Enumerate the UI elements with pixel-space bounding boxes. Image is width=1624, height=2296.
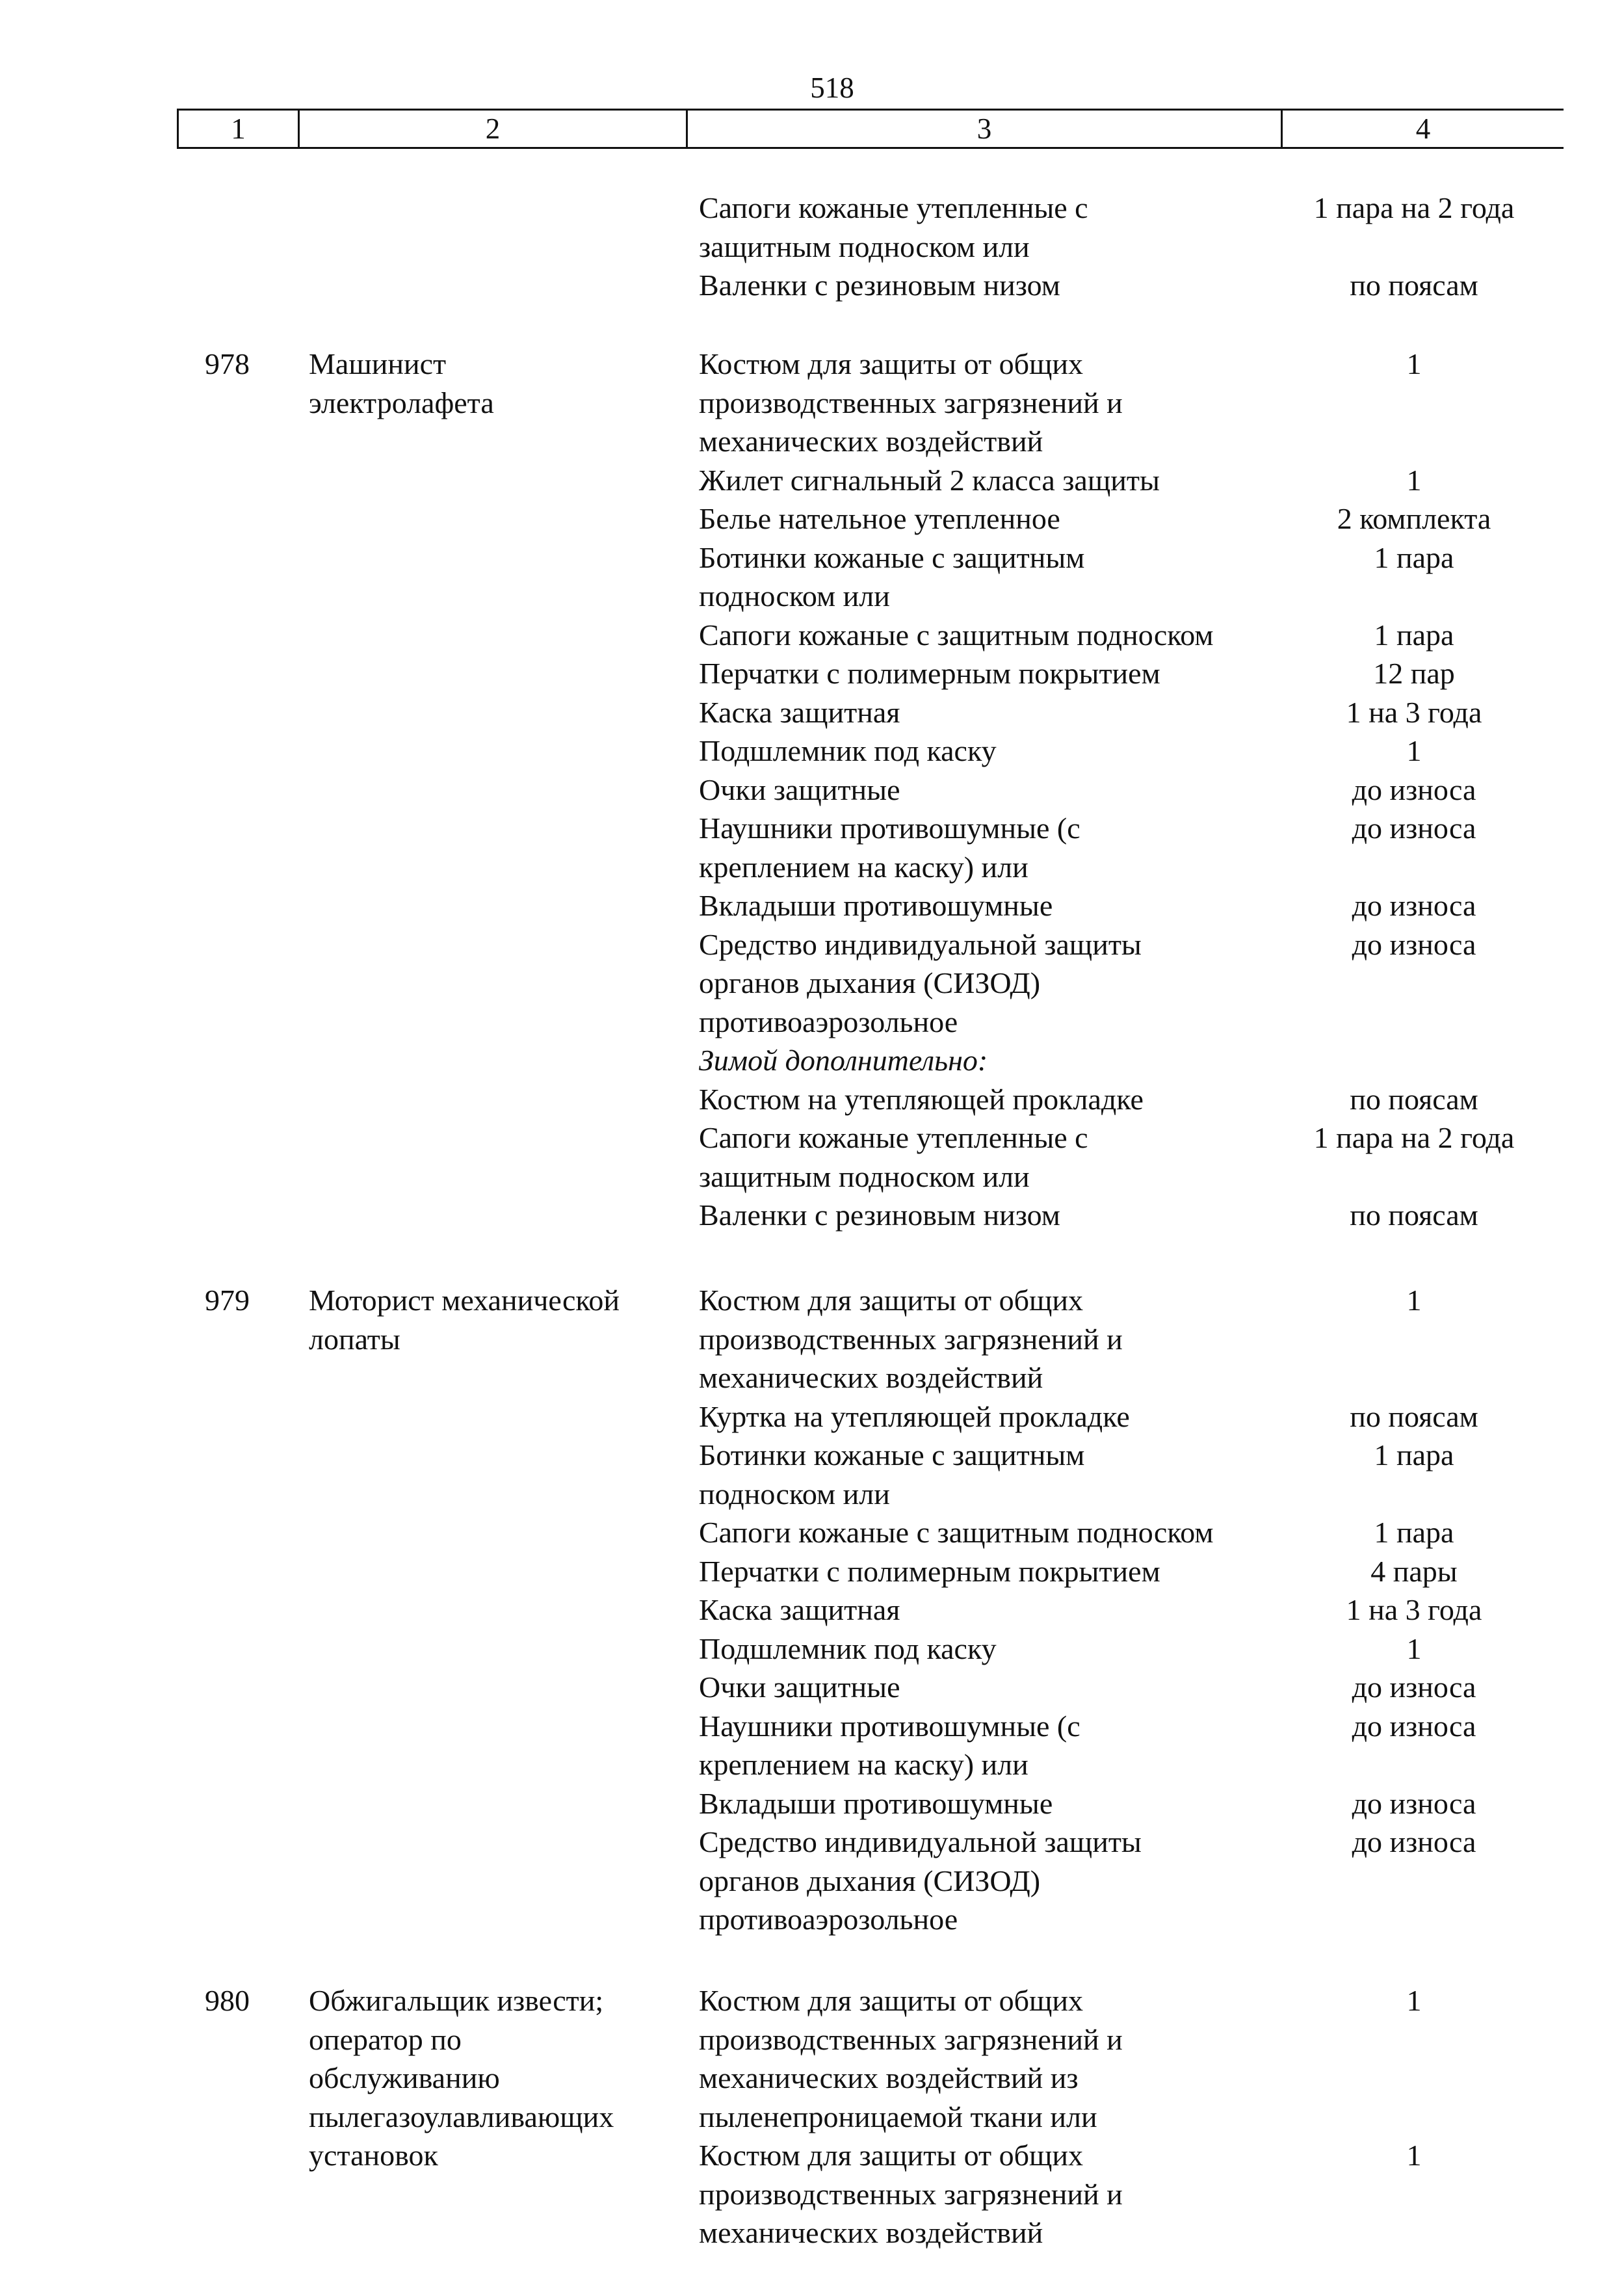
ppe-item [699,1784,1609,1823]
ppe-item-name-line: органов дыхания (СИЗОД) [699,1864,1041,1897]
section-note [699,1041,1284,1080]
ppe-item-name-line: Валенки с резиновым низом [699,1198,1060,1232]
ppe-item-name-line: Сапоги кожаные с защитным подноском [699,618,1214,652]
ppe-item-name [699,616,1284,655]
ppe-item [699,1552,1609,1591]
ppe-issue-norm: 1 [1406,463,1422,497]
ppe-item [699,886,1609,925]
ppe-item-name [699,266,1284,305]
ppe-item [699,2136,1609,2252]
ppe-item-name [699,1668,1284,1707]
page-number: 518 [810,72,854,104]
ppe-item [699,1397,1609,1436]
ppe-item-name-line: Вкладыши противошумные [699,1786,1053,1820]
ppe-issue-norm: 1 [1406,1984,1422,2017]
ppe-item-name-line: Перчатки с полимерным покрытием [699,1554,1160,1588]
ppe-issue-norm: 1 пара [1374,540,1454,574]
ppe-item-name-line: защитным подноском или [699,1159,1030,1193]
entry-number: 978 [205,347,250,380]
ppe-item-name-line: Валенки с резиновым низом [699,269,1060,302]
ppe-item-name [699,732,1284,771]
ppe-item-name-line: пыленепроницаемой ткани или [699,2100,1097,2133]
ppe-issue-norm: до износа [1352,1786,1476,1820]
ppe-issue-norm: 1 пара [1374,1438,1454,1471]
column-header-2: 2 [485,112,501,145]
ppe-item-name-line: механических воздействий [699,2216,1043,2249]
ppe-item-name-line: креплением на каску) или [699,1748,1028,1781]
ppe-item-name [699,1196,1284,1235]
ppe-issue-norm: 1 [1406,734,1422,767]
occupation-line: пылегазоулавливающих [309,2100,614,2133]
ppe-item-name-line: Сапоги кожаные с защитным подноском [699,1516,1214,1549]
column-header-1: 1 [231,112,246,145]
ppe-issue-norm: 1 [1406,347,1422,380]
entry-number: 980 [205,1984,250,2017]
ppe-issue-norm: до износа [1352,812,1476,845]
occupation-line: оператор по [309,2022,462,2056]
ppe-item-name-line: Костюм для защиты от общих [699,347,1084,380]
ppe-issue-norm: до износа [1352,927,1476,961]
ppe-issue-norm: по поясам [1350,1082,1478,1116]
ppe-item-name [699,499,1284,538]
ppe-item [699,1281,1609,1397]
ppe-item-name-line: Перчатки с полимерным покрытием [699,657,1160,690]
ppe-item-name-line: Очки защитные [699,772,900,806]
ppe-issue-norm: 4 пары [1370,1554,1458,1588]
ppe-item [699,461,1609,500]
ppe-item-list [699,1281,1609,1939]
ppe-item-name [699,189,1284,266]
column-header-table [177,109,1564,149]
ppe-item-name-line: Наушники противошумные (с [699,1709,1080,1743]
ppe-item [699,1668,1609,1707]
ppe-item-name-line: Жилет сигнальный 2 класса защиты [699,463,1160,497]
ppe-item-name-line: Костюм на утепляющей прокладке [699,1082,1144,1116]
ppe-item-name-line: Ботинки кожаные с защитным [699,540,1085,574]
ppe-item [699,771,1609,810]
ppe-item-name-line: Подшлемник под каску [699,1631,997,1665]
ppe-issue-norm: по поясам [1350,269,1478,302]
ppe-item-name [699,771,1284,810]
ppe-item-name-line: противоаэрозольное [699,1903,958,1936]
ppe-item [699,1080,1609,1119]
ppe-issue-norm: 1 пара на 2 года [1313,191,1515,224]
occupation-name [309,345,673,422]
ppe-item-name-line: производственных загрязнений и [699,2177,1123,2211]
ppe-issue-norm: до износа [1352,1825,1476,1858]
occupation-name [309,1281,673,1358]
ppe-item-name-line: Средство индивидуальной защиты [699,927,1142,961]
ppe-item-name-line: механических воздействий [699,425,1043,458]
ppe-item-name-line: Костюм для защиты от общих [699,1284,1084,1317]
occupation-line: Обжигальщик извести; [309,1984,604,2017]
ppe-item-name-line: механических воздействий [699,1361,1043,1394]
ppe-item [699,1436,1609,1513]
ppe-item-name-line: Костюм для защиты от общих [699,2139,1084,2172]
occupation-line: установок [309,2139,438,2172]
ppe-item [699,345,1609,461]
ppe-item-name [699,538,1284,616]
ppe-item-name-line: производственных загрязнений и [699,386,1123,419]
ppe-item [699,693,1609,732]
ppe-item [699,1590,1609,1630]
ppe-item-name [699,693,1284,732]
ppe-item-name [699,1080,1284,1119]
ppe-item-name-line: Ботинки кожаные с защитным [699,1438,1085,1471]
ppe-item-name [699,1784,1284,1823]
ppe-issue-norm: до износа [1352,1709,1476,1743]
ppe-item [699,809,1609,886]
ppe-issue-norm: до износа [1352,889,1476,922]
ppe-item-name-line: Наушники противошумные (с [699,812,1080,845]
ppe-item-name-line: механических воздействий из [699,2061,1079,2094]
ppe-item [699,1118,1609,1196]
occupation-line: обслуживанию [309,2061,500,2094]
ppe-item-name-line: креплением на каску) или [699,850,1028,884]
ppe-issue-norm: 1 пара на 2 года [1313,1121,1515,1154]
ppe-item-name [699,1823,1284,1939]
ppe-item-name-line: Вкладыши противошумные [699,889,1053,922]
occupation-line: Машинист [309,347,447,380]
ppe-issue-norm: 12 пар [1373,657,1455,690]
column-header-3: 3 [976,112,992,145]
column-header-4: 4 [1415,112,1431,145]
ppe-item-name-line: органов дыхания (СИЗОД) [699,966,1041,999]
occupation-line: лопаты [309,1322,400,1356]
ppe-item-name [699,1436,1284,1513]
ppe-item-name-line: Каска защитная [699,1593,900,1626]
ppe-item-name-line: противоаэрозольное [699,1005,958,1038]
ppe-item-name-line: подноском или [699,579,890,613]
ppe-item [699,732,1609,771]
ppe-item-name-line: защитным подноском или [699,230,1030,263]
ppe-item [699,1513,1609,1552]
ppe-item-name-line: Белье нательное утепленное [699,502,1060,535]
ppe-issue-norm: 1 на 3 года [1346,695,1482,729]
ppe-item [699,1041,1609,1080]
ppe-item-name-line: Каска защитная [699,695,900,729]
ppe-issue-norm: 1 [1406,1284,1422,1317]
ppe-item-name [699,2136,1284,2252]
ppe-item-name-line: Зимой дополнительно: [699,1044,988,1077]
ppe-item-name [699,345,1284,461]
occupation-line: электролафета [309,386,494,419]
ppe-item-name [699,1118,1284,1196]
ppe-item-name [699,654,1284,693]
ppe-issue-norm: 1 [1406,2139,1422,2172]
ppe-item [699,1196,1609,1235]
ppe-item [699,1823,1609,1939]
ppe-item-name-line: производственных загрязнений и [699,2022,1123,2056]
ppe-item-name [699,1981,1284,2136]
ppe-item-name [699,1281,1284,1397]
ppe-issue-norm: по поясам [1350,1198,1478,1232]
ppe-item-name-line: Средство индивидуальной защиты [699,1825,1142,1858]
ppe-item-name [699,461,1284,500]
ppe-item-name-line: производственных загрязнений и [699,1322,1123,1356]
ppe-issue-norm: 1 пара [1374,1516,1454,1549]
entry-number: 979 [205,1284,250,1317]
ppe-item-name [699,809,1284,886]
ppe-item-name-line: Подшлемник под каску [699,734,997,767]
ppe-item-list [699,1981,1609,2252]
ppe-issue-norm: 2 комплекта [1337,502,1491,535]
ppe-item-name-line: Костюм для защиты от общих [699,1984,1084,2017]
ppe-item-name [699,1630,1284,1669]
ppe-item [699,189,1609,266]
occupation-line: Моторист механической [309,1284,620,1317]
ppe-item [699,616,1609,655]
ppe-item [699,654,1609,693]
ppe-item-name [699,1552,1284,1591]
ppe-item-name-line: Куртка на утепляющей прокладке [699,1399,1130,1433]
ppe-item-name [699,886,1284,925]
ppe-item-name [699,1513,1284,1552]
continuation-items [699,189,1609,305]
ppe-item-name [699,1707,1284,1784]
ppe-item [699,1981,1609,2136]
ppe-issue-norm: до износа [1352,772,1476,806]
ppe-item-name-line: Сапоги кожаные утепленные с [699,191,1088,224]
ppe-item [699,538,1609,616]
ppe-item-name [699,925,1284,1042]
ppe-item [699,499,1609,538]
ppe-item [699,266,1609,305]
ppe-item-list [699,345,1609,1235]
ppe-item-name [699,1590,1284,1630]
ppe-item [699,1630,1609,1669]
ppe-item [699,1707,1609,1784]
ppe-item-name [699,1397,1284,1436]
ppe-issue-norm: до износа [1352,1670,1476,1704]
ppe-issue-norm: 1 на 3 года [1346,1593,1482,1626]
ppe-issue-norm: 1 пара [1374,618,1454,652]
occupation-name [309,1981,673,2175]
ppe-item-name-line: Очки защитные [699,1670,900,1704]
ppe-item [699,925,1609,1042]
ppe-item-name-line: Сапоги кожаные утепленные с [699,1121,1088,1154]
ppe-item-name-line: подноском или [699,1477,890,1511]
ppe-issue-norm: 1 [1406,1631,1422,1665]
ppe-issue-norm: по поясам [1350,1399,1478,1433]
